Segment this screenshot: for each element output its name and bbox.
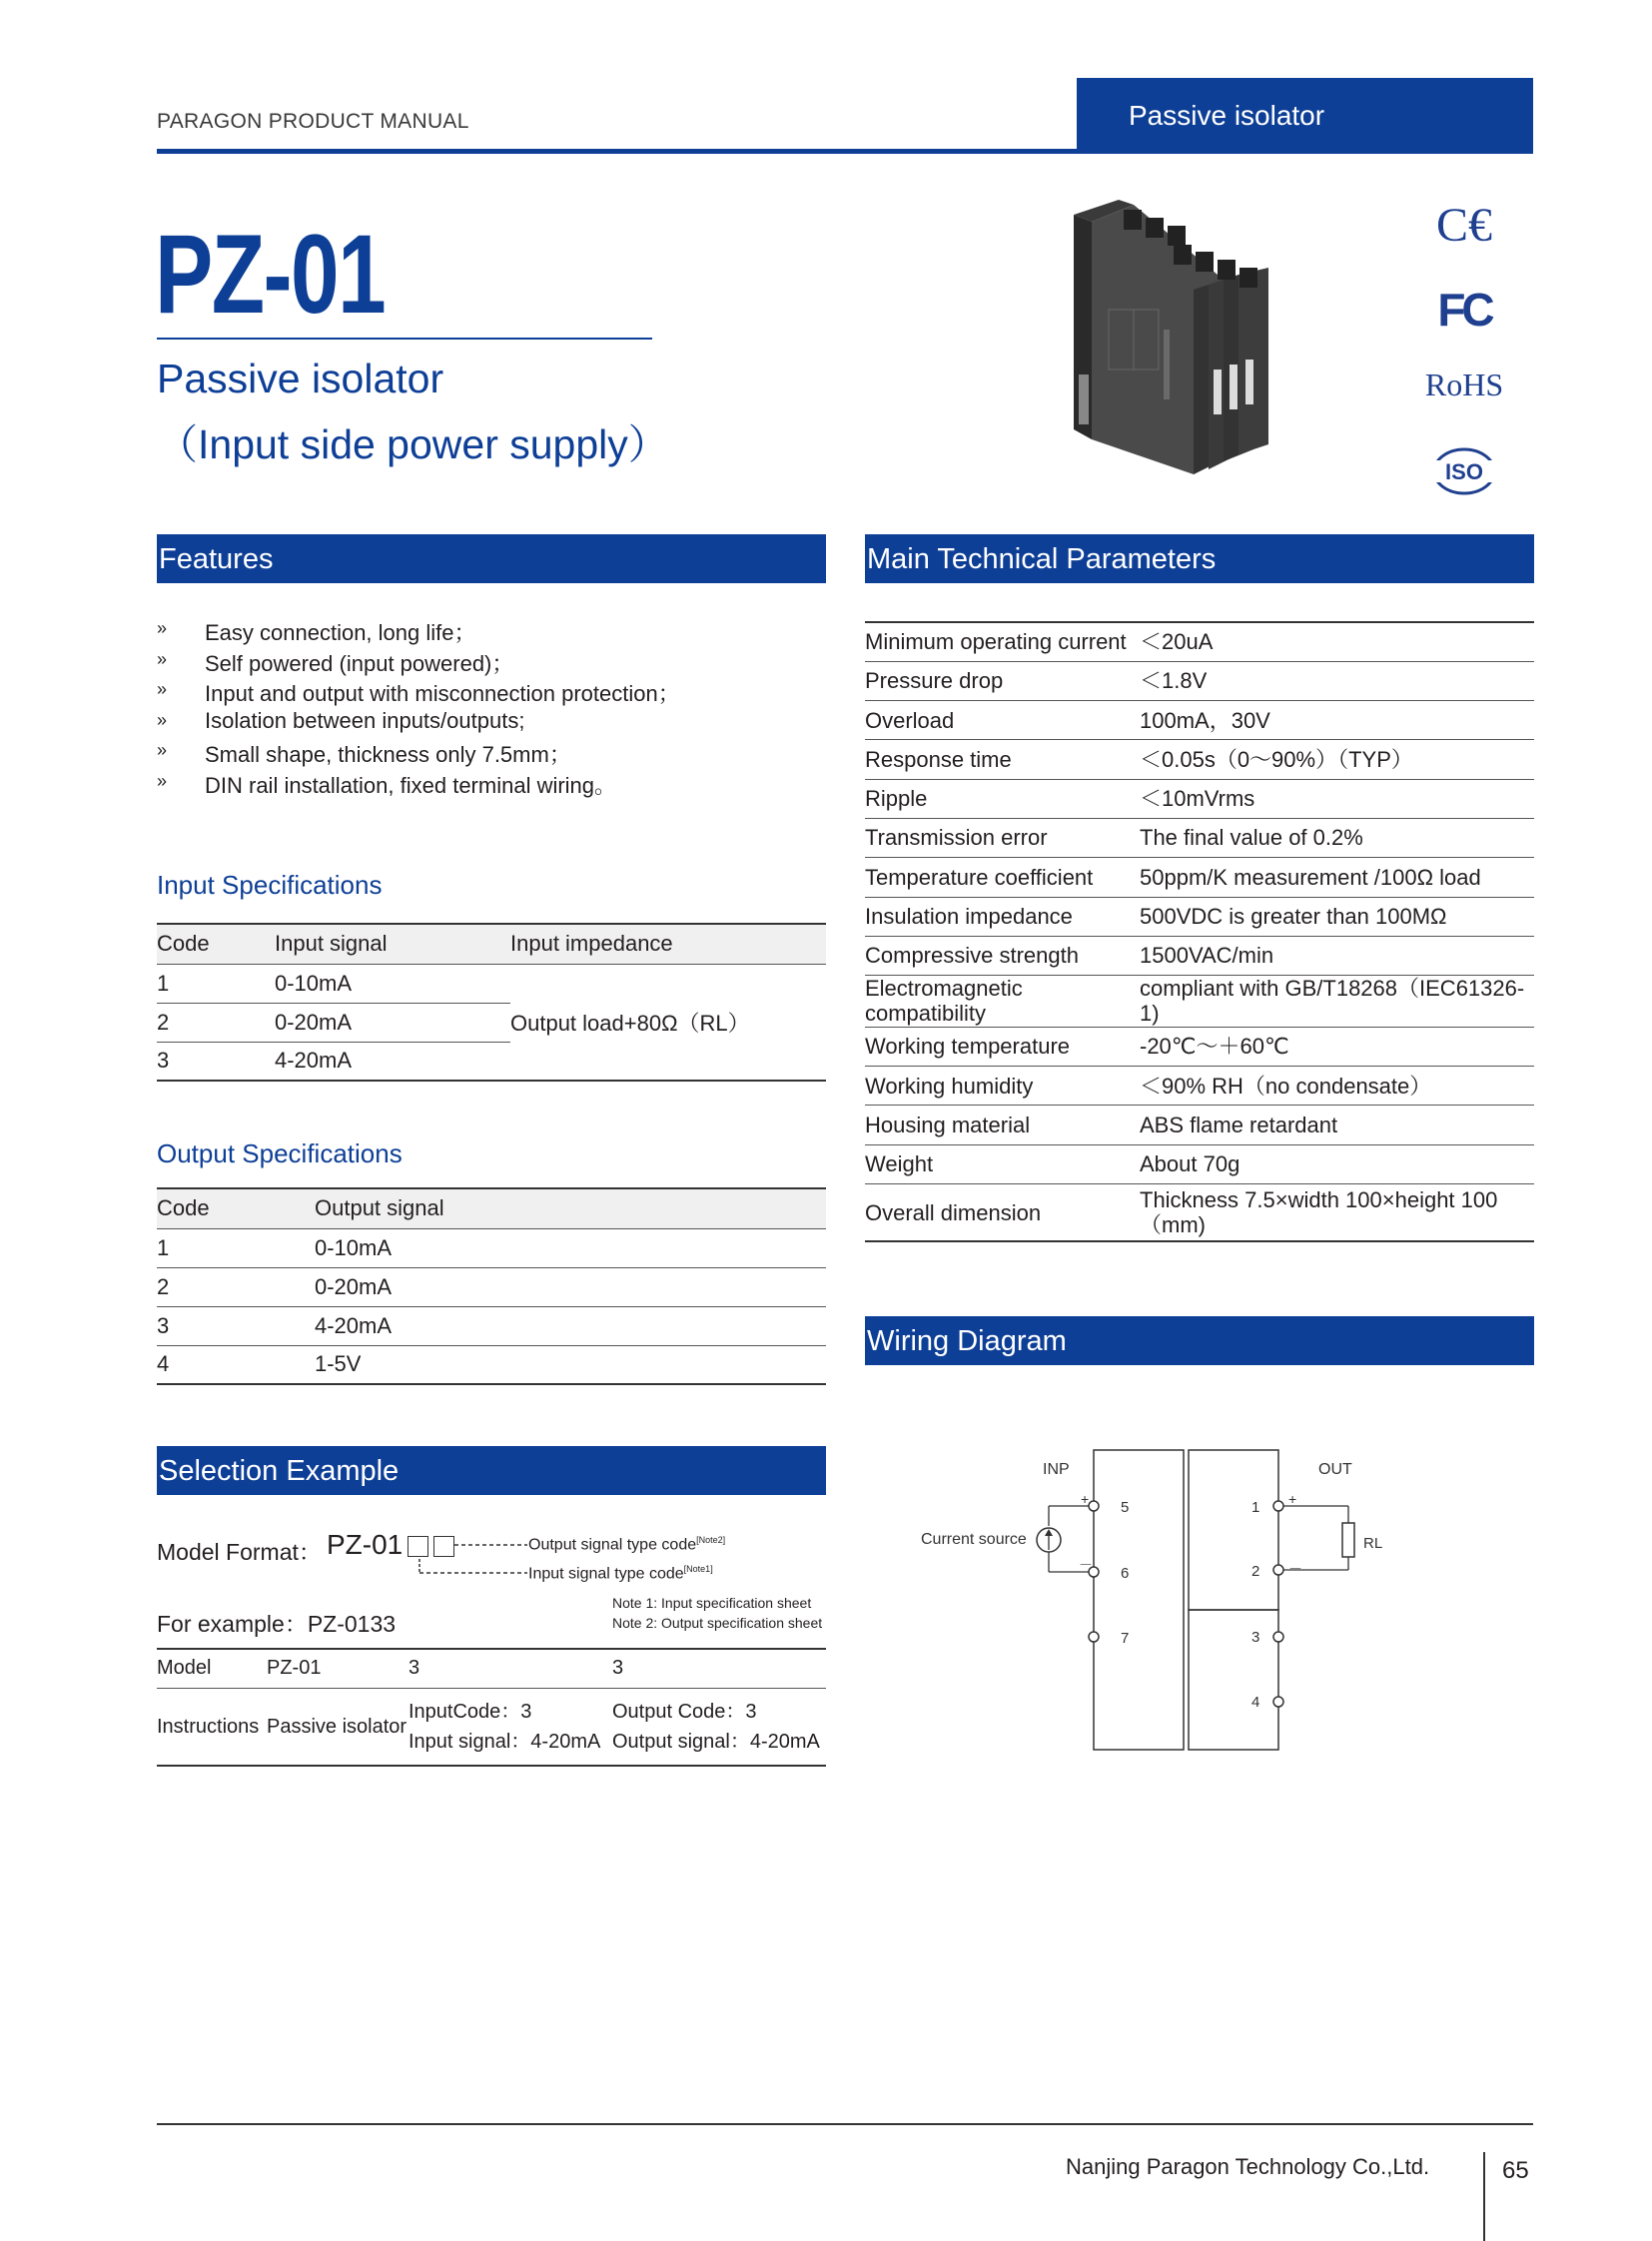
terminal-7 (1089, 1632, 1099, 1642)
param-value: 1500VAC/min (1140, 936, 1534, 975)
list-item: » Easy connection, long life； (157, 618, 476, 645)
iso-logo (1430, 446, 1498, 496)
col-header: Input signal (275, 924, 510, 964)
output-spec-heading: Output Specifications (157, 1138, 403, 1168)
table-row (157, 1345, 826, 1384)
product-image (1064, 200, 1303, 489)
param-name: Electromagnetic compatibility (865, 976, 1140, 1028)
table-cell: 1 (157, 1228, 315, 1267)
table-cell: 3 (409, 1649, 612, 1688)
subtitle: Passive isolator (157, 356, 444, 401)
table-cell: Output Code：3 Output signal：4-20mA (612, 1700, 820, 1753)
table-cell: 0-10mA (315, 1228, 826, 1267)
model-format-value: PZ-01 (327, 1529, 404, 1560)
terminal-7-label: 7 (1121, 1630, 1130, 1647)
table-row (157, 1649, 826, 1688)
terminal-2-label: 2 (1251, 1563, 1260, 1580)
table-cell: 4-20mA (275, 1048, 353, 1074)
table-cell: 1-5V (315, 1351, 362, 1377)
table-cell: 0-20mA (275, 1003, 510, 1042)
table-header-row (157, 924, 826, 964)
page-number: 65 (1502, 2157, 1529, 2184)
table-row (865, 661, 1534, 700)
terminal-1-label: 1 (1251, 1499, 1260, 1516)
table-row (865, 1183, 1534, 1241)
table-cell: Passive isolator (267, 1715, 408, 1738)
table-row (157, 1228, 826, 1267)
table-cell: 2 (157, 1003, 275, 1042)
param-value: ＜20uA (1140, 622, 1534, 661)
output-spec-table (157, 1187, 826, 1385)
table-row (865, 897, 1534, 936)
table-row (865, 1067, 1534, 1106)
param-name: Weight (865, 1144, 1140, 1183)
footer-divider (1483, 2152, 1485, 2241)
param-name: Transmission error (865, 818, 1140, 857)
table-cell: 3 (157, 1306, 315, 1345)
param-value: The final value of 0.2% (1140, 818, 1534, 857)
table-row (865, 1106, 1534, 1144)
list-item: » Small shape, thickness only 7.5mm； (157, 740, 571, 767)
params-heading: Main Technical Parameters (865, 534, 1534, 583)
param-name: Working temperature (865, 1027, 1140, 1066)
param-value: -20℃～＋60℃ (1140, 1027, 1534, 1066)
inp-label: INP (1043, 1461, 1070, 1478)
param-value: Thickness 7.5×width 100×height 100（mm) (1140, 1186, 1498, 1238)
param-name: Housing material (865, 1106, 1140, 1144)
wiring-diagram (909, 1448, 1383, 1768)
terminal-2 (1273, 1565, 1283, 1575)
param-name: Pressure drop (865, 661, 1140, 700)
table-row (865, 779, 1534, 818)
out-label: OUT (1318, 1461, 1352, 1478)
param-name: Overload (865, 701, 1140, 740)
selection-heading: Selection Example (157, 1446, 826, 1495)
param-value: 50ppm/K measurement /100Ω load (1140, 858, 1534, 897)
plus-sign: + (1288, 1491, 1297, 1507)
table-row (865, 1027, 1534, 1066)
table-row (157, 1306, 826, 1345)
param-value: ＜10mVrms (1140, 779, 1534, 818)
param-value: ABS flame retardant (1140, 1106, 1534, 1144)
rohs-logo: RoHS (1424, 367, 1504, 402)
ce-logo: C€ (1435, 199, 1492, 252)
rl-label: RL (1363, 1535, 1383, 1552)
company-name: Nanjing Paragon Technology Co.,Ltd. (1066, 2154, 1430, 2179)
table-row (865, 818, 1534, 857)
terminal-3 (1273, 1632, 1283, 1642)
terminal-5 (1089, 1501, 1099, 1511)
params-table (865, 621, 1534, 1242)
category-tab: Passive isolator (1077, 78, 1533, 154)
impedance-cell: Output load+80Ω（RL） (510, 1010, 750, 1036)
table-cell: InputCode：3 Input signal：4-20mA (409, 1700, 601, 1753)
param-name: Temperature coefficient (865, 858, 1140, 897)
table-cell: Instructions (157, 1715, 260, 1738)
table-row (865, 740, 1534, 779)
minus-sign: － (1079, 1557, 1093, 1573)
table-row (865, 858, 1534, 897)
input-code-note: Input signal type code[Note1] (528, 1564, 713, 1583)
param-name: Working humidity (865, 1067, 1140, 1106)
fcc-logo: FC (1437, 284, 1491, 336)
param-value: ＜90% RH（no condensate） (1140, 1067, 1534, 1106)
model-format-label: Model Format： (157, 1539, 322, 1565)
param-value: compliant with GB/T18268（IEC61326-1) (1140, 976, 1534, 1028)
input-spec-heading: Input Specifications (157, 870, 383, 900)
col-header: Input impedance (510, 924, 826, 964)
output-code-note: Output signal type code[Note2] (528, 1535, 726, 1554)
example-label: For example：PZ-0133 (157, 1611, 397, 1637)
footnote-2: Note 2: Output specification sheet (612, 1615, 823, 1631)
table-cell: 4 (157, 1351, 170, 1377)
model-title: PZ-01 (155, 212, 386, 337)
terminal-4-label: 4 (1251, 1694, 1260, 1711)
param-value: ＜0.05s（0～90%）（TYP） (1140, 740, 1534, 779)
table-row (865, 936, 1534, 975)
param-name: Insulation impedance (865, 897, 1140, 936)
param-name: Compressive strength (865, 936, 1140, 975)
footer-rule (157, 2123, 1533, 2125)
features-heading: Features (157, 534, 826, 583)
title-rule (157, 338, 652, 340)
param-name: Overall dimension (865, 1199, 1042, 1225)
list-item: » DIN rail installation, fixed terminal wiring。 (157, 770, 617, 798)
terminal-1 (1273, 1501, 1283, 1511)
subtitle-note: （Input side power supply） (157, 421, 669, 467)
table-row (865, 701, 1534, 740)
col-header: Code (157, 1188, 315, 1228)
terminal-6-label: 6 (1121, 1565, 1130, 1582)
param-value: About 70g (1140, 1144, 1534, 1183)
table-row (865, 622, 1534, 661)
terminal-3-label: 3 (1251, 1629, 1260, 1646)
param-value: 100mA，30V (1140, 701, 1534, 740)
manual-title: PARAGON PRODUCT MANUAL (157, 110, 469, 133)
param-value: ＜1.8V (1140, 661, 1534, 700)
table-cell: 3 (612, 1649, 826, 1688)
source-label: Current source (921, 1531, 1027, 1548)
table-row (157, 964, 826, 1003)
input-module-box (1094, 1450, 1184, 1750)
col-header: Output signal (315, 1188, 826, 1228)
output-module-box-upper (1189, 1450, 1278, 1610)
features-list (157, 616, 826, 799)
terminal-4 (1273, 1697, 1283, 1707)
table-row (157, 1688, 826, 1766)
footnote-1: Note 1: Input specification sheet (612, 1595, 812, 1611)
table-cell: 1 (157, 964, 275, 1003)
input-spec-table (157, 923, 826, 1082)
param-name: Minimum operating current (865, 622, 1140, 661)
terminal-5-label: 5 (1121, 1499, 1130, 1516)
wiring-heading: Wiring Diagram (865, 1316, 1534, 1365)
svg-text:ISO: ISO (1445, 459, 1483, 484)
plus-sign: + (1081, 1491, 1090, 1507)
table-row (865, 976, 1534, 1028)
param-name: Ripple (865, 779, 1140, 818)
param-name: Response time (865, 740, 1140, 779)
callout-lines (417, 1543, 532, 1579)
list-item: » Self powered (input powered)； (157, 648, 514, 676)
table-cell: 4-20mA (315, 1306, 826, 1345)
table-cell: Model (157, 1649, 267, 1688)
list-item: » Isolation between inputs/outputs; (157, 707, 525, 733)
output-module-box-lower (1189, 1610, 1278, 1750)
table-cell: 3 (157, 1048, 170, 1074)
table-cell: 0-20mA (315, 1267, 826, 1306)
load-resistor (1342, 1523, 1354, 1557)
minus-sign: － (1288, 1561, 1302, 1577)
param-value: 500VDC is greater than 100MΩ (1140, 897, 1534, 936)
list-item: » Input and output with misconnection protection； (157, 679, 680, 706)
table-cell: PZ-01 (267, 1649, 409, 1688)
col-header: Code (157, 924, 275, 964)
table-row (865, 1144, 1534, 1183)
table-header-row (157, 1188, 826, 1228)
selection-table (157, 1648, 826, 1767)
table-row (157, 1267, 826, 1306)
table-cell: 2 (157, 1267, 315, 1306)
table-cell: 0-10mA (275, 964, 510, 1003)
